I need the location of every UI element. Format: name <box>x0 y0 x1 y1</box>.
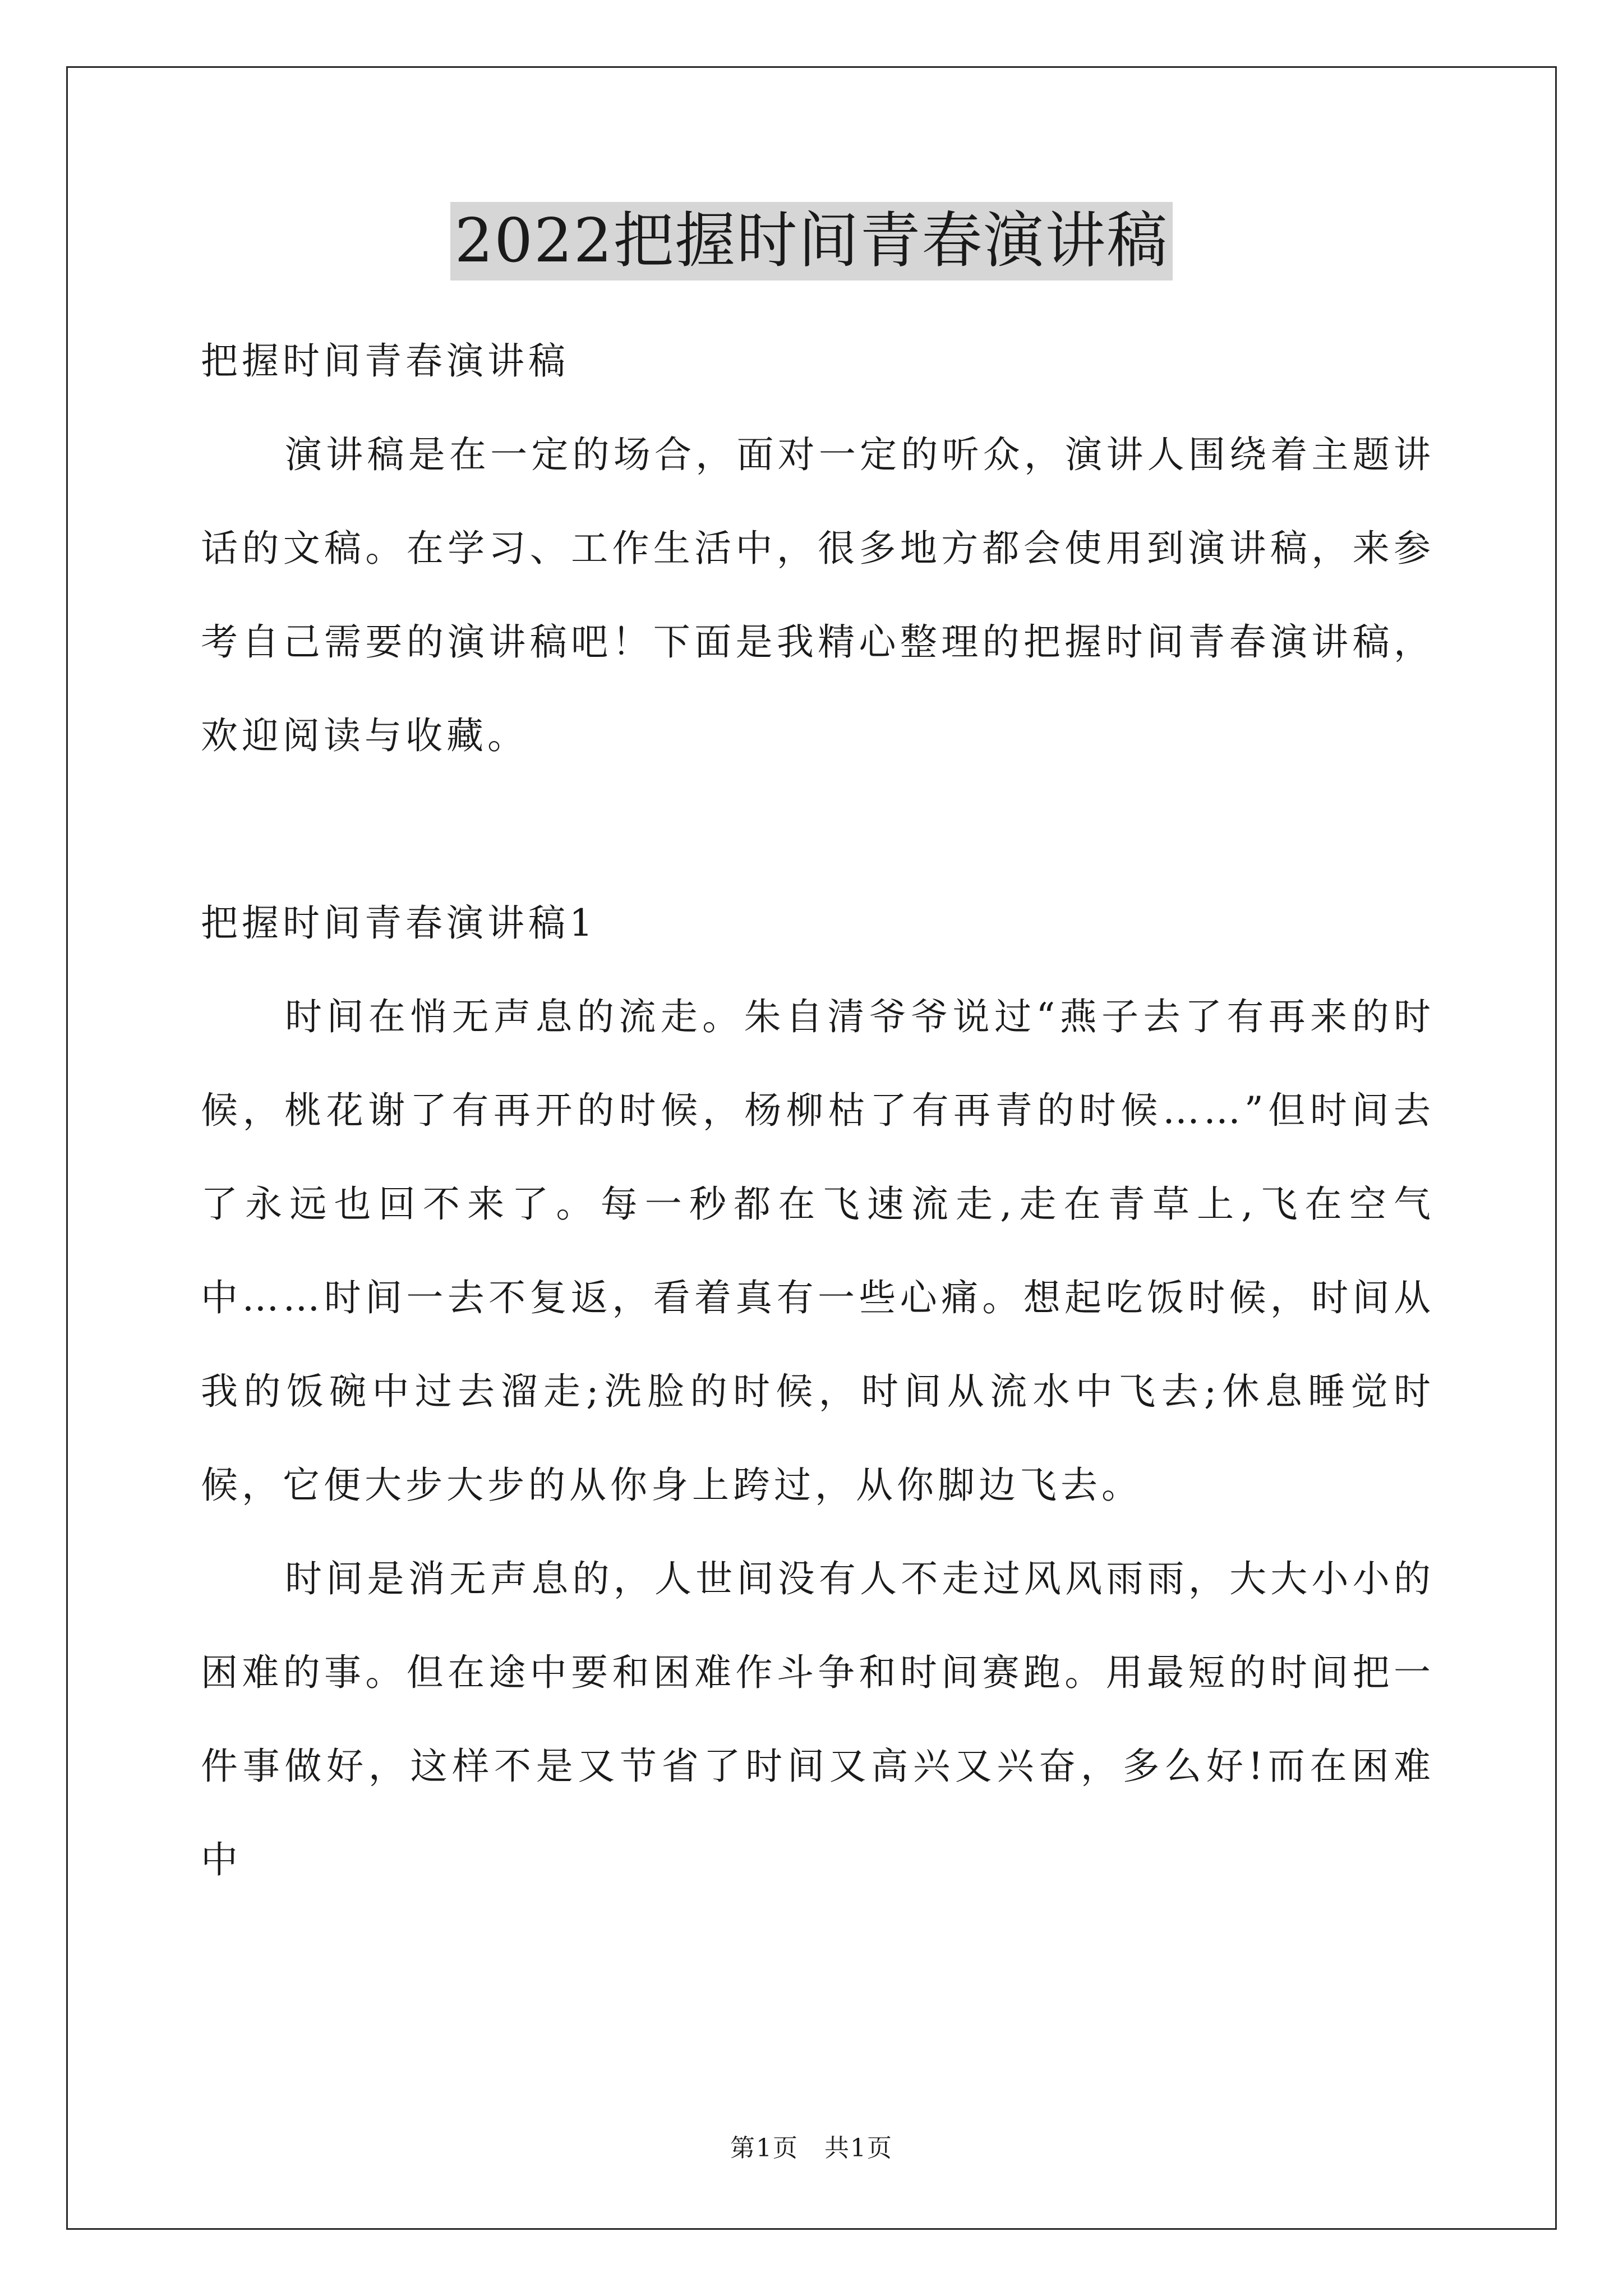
paragraph: 时间是消无声息的，人世间没有人不走过风风雨雨，大大小小的困难的事。但在途中要和困难作斗争和时间赛跑。用最短的时间把一件事做好，这样不是又节省了时间又高兴又兴奋，多么好!而在困难中 <box>201 1557 1435 1881</box>
section-heading: 把握时间青春演讲稿 <box>201 339 569 383</box>
title-container <box>0 202 1623 280</box>
blank-line <box>201 783 1435 876</box>
paragraph: 时间在悄无声息的流走。朱自清爷爷说过“燕子去了有再来的时候，桃花谢了有再开的时候，杨柳枯了有再青的时候……”但时间去了永远也回不来了。每一秒都在飞速流走,走在青草上,飞在空气中……时间一去不复返，看着真有一些心痛。想起吃饭时候，时间从我的饭碗中过去溜走;洗脸的时候，时间从流水中飞去;休息睡觉时候，它便大步大步的从你身上跨过，从你脚边飞去。 <box>201 995 1435 1507</box>
paragraph: 演讲稿是在一定的场合，面对一定的听众，演讲人围绕着主题讲话的文稿。在学习、工作生活中，很多地方都会使用到演讲稿，来参考自己需要的演讲稿吧！下面是我精心整理的把握时间青春演讲稿，欢迎阅读与收藏。 <box>201 433 1435 757</box>
document-body <box>201 314 1435 1907</box>
page-footer: 第1页 共1页 <box>730 2134 893 2162</box>
document-title: 2022把握时间青春演讲稿 <box>450 202 1173 280</box>
section-heading: 把握时间青春演讲稿1 <box>201 901 597 945</box>
